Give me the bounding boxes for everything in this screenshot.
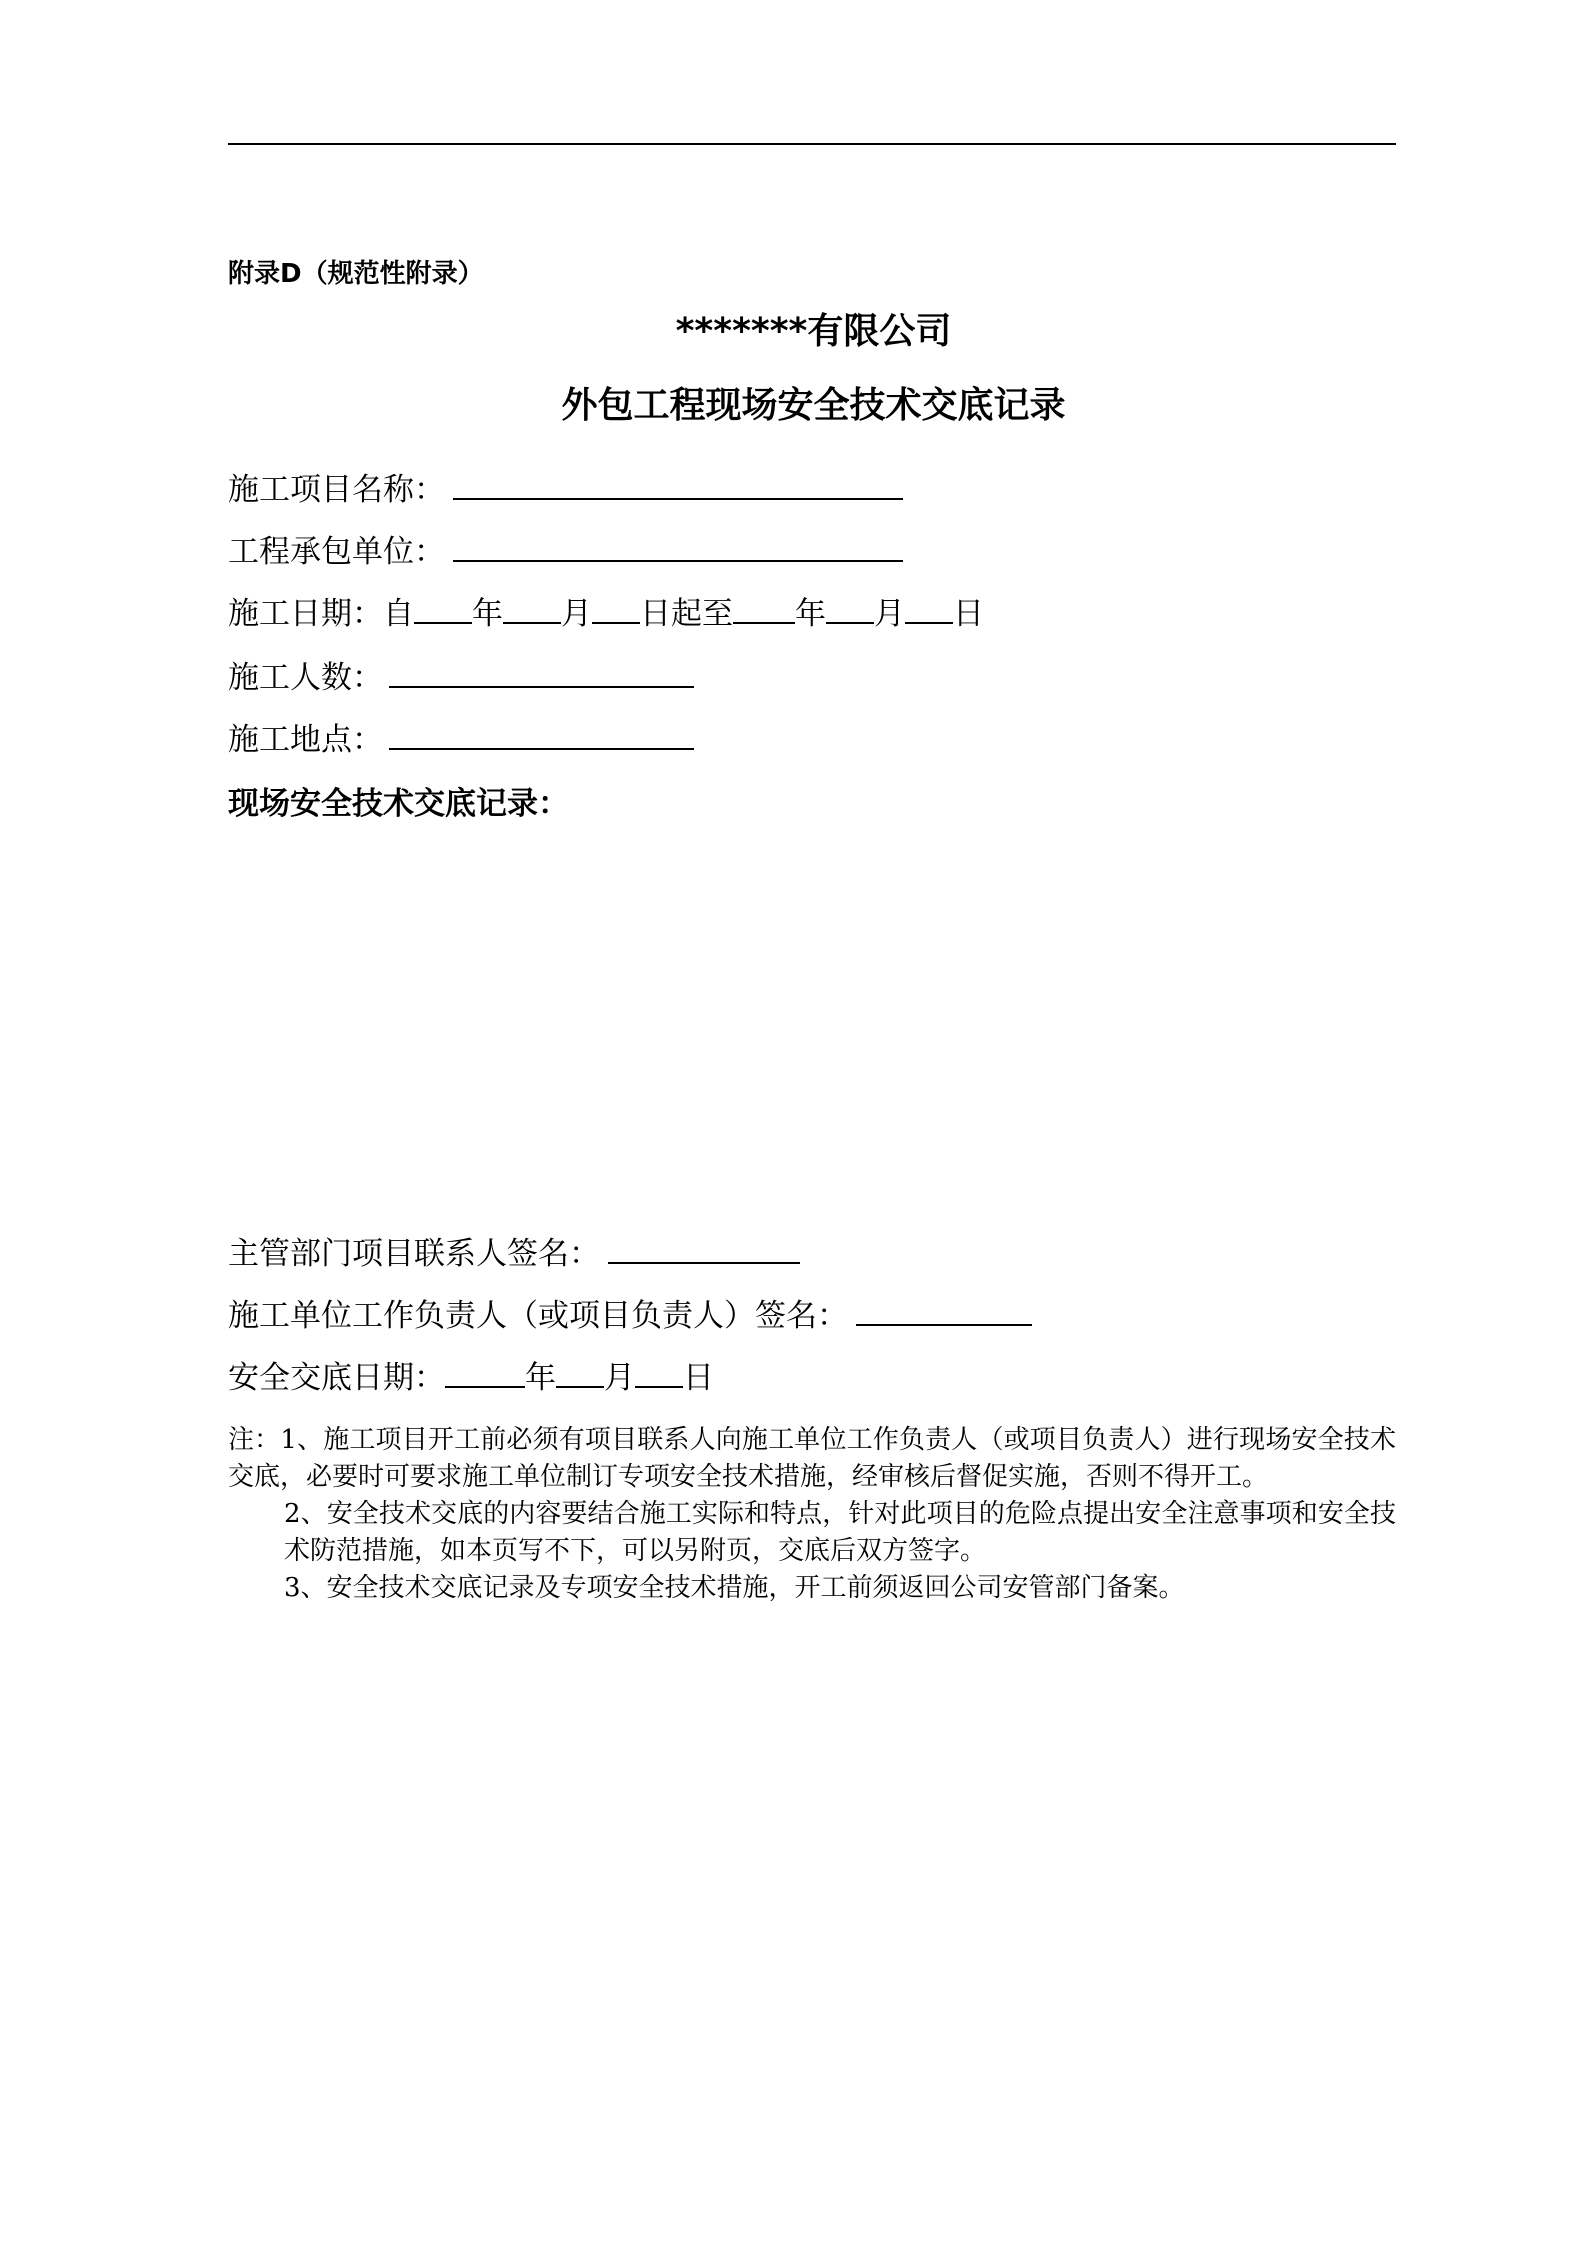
header-rule (228, 143, 1396, 145)
company-title: *******有限公司 (675, 311, 952, 352)
handover-year-unit: 年 (525, 1360, 556, 1396)
handover-month-unit: 月 (604, 1360, 635, 1396)
handover-year-blank[interactable] (445, 1356, 525, 1388)
supervisor-contact-blank[interactable] (608, 1232, 800, 1264)
headcount-field (228, 656, 694, 700)
headcount-blank[interactable] (389, 656, 694, 688)
end-year-blank[interactable] (733, 592, 795, 624)
record-title: 外包工程现场安全技术交底记录 (561, 385, 1066, 426)
end-month-blank[interactable] (826, 592, 874, 624)
headcount-label: 施工人数： (228, 660, 383, 696)
note-3: 3、安全技术交底记录及专项安全技术措施，开工前须返回公司安管部门备案。 (284, 1573, 1185, 1603)
contractor-label: 工程承包单位： (228, 534, 445, 570)
handover-month-blank[interactable] (556, 1356, 604, 1388)
handover-date-label: 安全交底日期： (228, 1360, 445, 1396)
end-month-unit: 月 (874, 596, 905, 632)
start-year-blank[interactable] (414, 592, 472, 624)
location-field (228, 718, 694, 762)
note-2: 2、安全技术交底的内容要结合施工实际和特点，针对此项目的危险点提出安全注意事项和安全技术防范措施，如本页写不下，可以另附页，交底后双方签字。 (284, 1499, 1396, 1566)
end-day-blank[interactable] (905, 592, 953, 624)
appendix-label: 附录D（规范性附录） (228, 259, 484, 289)
handover-day-unit: 日 (683, 1360, 714, 1396)
handover-date-field (228, 1356, 714, 1400)
end-day-unit: 日 (953, 596, 984, 632)
note-1: 注：1、施工项目开工前必须有项目联系人向施工单位工作负责人（或项目负责人）进行现场安全技术交底，必要时可要求施工单位制订专项安全技术措施，经审核后督促实施，否则不得开工。 (228, 1425, 1396, 1492)
construction-lead-blank[interactable] (856, 1294, 1032, 1326)
start-year-unit: 年 (472, 596, 503, 632)
supervisor-contact-signature-field (228, 1232, 800, 1276)
contractor-field (228, 530, 903, 574)
end-year-unit: 年 (795, 596, 826, 632)
construction-lead-label: 施工单位工作负责人（或项目负责人）签名： (228, 1298, 848, 1334)
date-to: 日起至 (640, 596, 733, 632)
start-month-unit: 月 (561, 596, 592, 632)
construction-date-field (228, 592, 984, 636)
project-name-field (228, 468, 903, 512)
project-name-blank[interactable] (453, 468, 903, 500)
handover-day-blank[interactable] (635, 1356, 683, 1388)
notes-block (228, 1422, 1396, 1607)
date-prefix: 施工日期：自 (228, 596, 414, 632)
location-label: 施工地点： (228, 722, 383, 758)
contractor-blank[interactable] (453, 530, 903, 562)
start-month-blank[interactable] (503, 592, 561, 624)
supervisor-contact-label: 主管部门项目联系人签名： (228, 1236, 600, 1272)
record-section-label: 现场安全技术交底记录： (228, 786, 569, 822)
start-day-blank[interactable] (592, 592, 640, 624)
project-name-label: 施工项目名称： (228, 472, 445, 508)
location-blank[interactable] (389, 718, 694, 750)
construction-lead-signature-field (228, 1294, 1032, 1338)
